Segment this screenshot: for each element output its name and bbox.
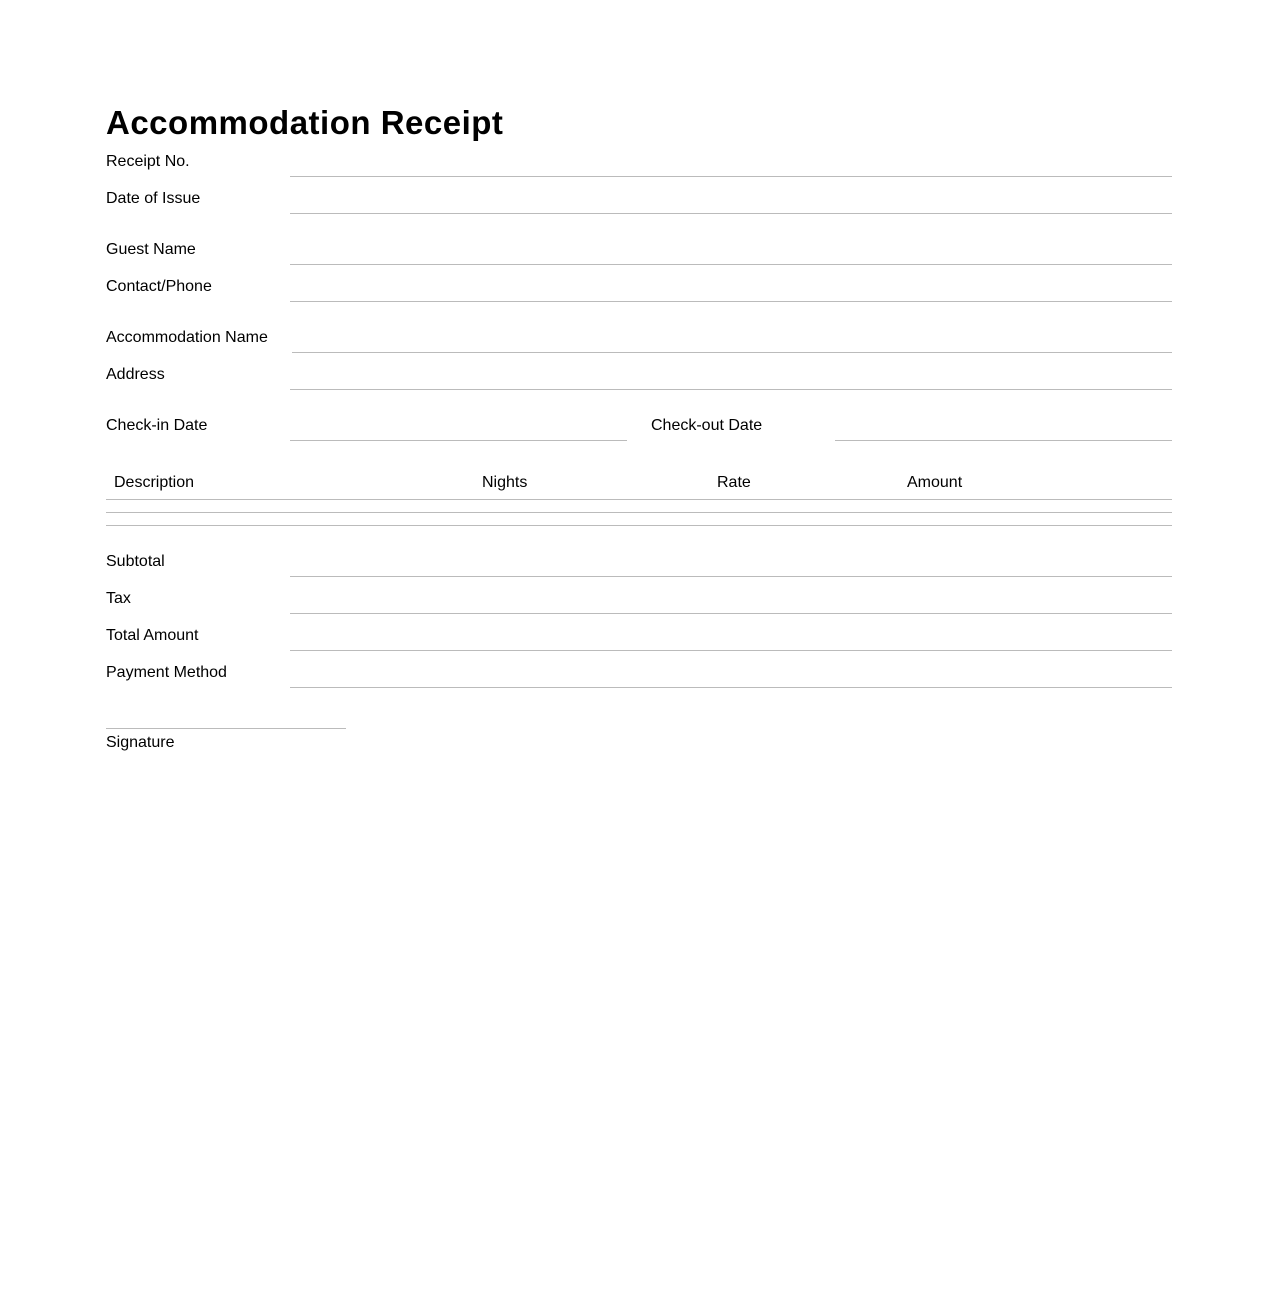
column-header-nights: Nights [482, 474, 528, 491]
payment-method-label: Payment Method [106, 664, 227, 681]
guest-name-field[interactable] [292, 241, 1170, 263]
payment-method-rule [290, 687, 1172, 688]
address-field[interactable] [292, 366, 1170, 388]
check-in-date-label: Check-in Date [106, 417, 208, 434]
receipt-no-label: Receipt No. [106, 153, 190, 170]
contact-phone-rule [290, 301, 1172, 302]
guest-name-label: Guest Name [106, 241, 196, 258]
receipt-no-rule [290, 176, 1172, 177]
subtotal-field[interactable] [292, 553, 1170, 575]
payment-method-field[interactable] [292, 664, 1170, 686]
date-of-issue-rule [290, 213, 1172, 214]
total-amount-label: Total Amount [106, 627, 199, 644]
accommodation-name-field[interactable] [294, 329, 1170, 351]
guest-name-rule [290, 264, 1172, 265]
column-header-description: Description [114, 474, 195, 491]
accommodation-name-label: Accommodation Name [106, 329, 268, 346]
address-label: Address [106, 366, 165, 383]
total-amount-field[interactable] [292, 627, 1170, 649]
signature-label: Signature [106, 734, 175, 751]
check-in-date-rule [290, 440, 627, 441]
receipt-no-field[interactable] [292, 153, 1170, 175]
column-header-rate: Rate [717, 474, 751, 491]
page-title: Accommodation Receipt [106, 104, 504, 141]
subtotal-rule [290, 576, 1172, 577]
accommodation-name-rule [292, 352, 1172, 353]
tax-rule [290, 613, 1172, 614]
tax-field[interactable] [292, 590, 1170, 612]
date-of-issue-field[interactable] [292, 190, 1170, 212]
table-row [106, 525, 1172, 526]
table-row [106, 512, 1172, 513]
signature-line[interactable] [106, 728, 346, 729]
total-amount-rule [290, 650, 1172, 651]
check-out-date-label: Check-out Date [651, 417, 763, 434]
check-out-date-field[interactable] [837, 417, 1170, 439]
check-in-date-field[interactable] [292, 417, 625, 439]
tax-label: Tax [106, 590, 131, 607]
date-of-issue-label: Date of Issue [106, 190, 201, 207]
table-header-rule [106, 499, 1172, 500]
column-header-amount: Amount [907, 474, 963, 491]
contact-phone-label: Contact/Phone [106, 278, 212, 295]
contact-phone-field[interactable] [292, 278, 1170, 300]
address-rule [290, 389, 1172, 390]
subtotal-label: Subtotal [106, 553, 165, 570]
check-out-date-rule [835, 440, 1172, 441]
